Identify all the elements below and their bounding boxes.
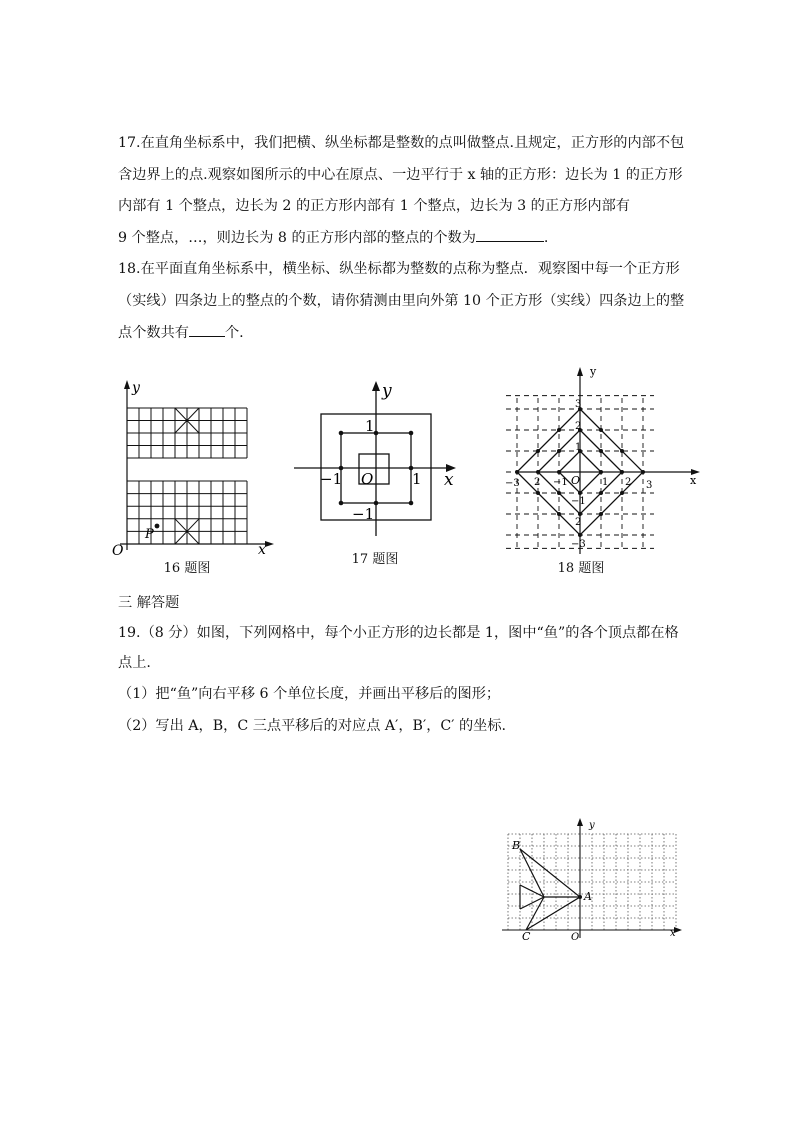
q18-line-1: 18.在平面直角坐标系中，横坐标、纵坐标都为整数的点称为整点．观察图中每一个正方形 (118, 261, 680, 277)
point-c-label: C (522, 930, 531, 942)
fig16-p-label: P (145, 527, 154, 542)
fig16-origin-label: O (112, 543, 124, 558)
q19-line-3: （1）把“鱼”向右平移 6 个单位长度，并画出平移后的图形； (118, 686, 501, 702)
q18-line-3-text: 点个数共有 (118, 325, 189, 341)
fig18-x-tick-6: 3 (646, 480, 653, 491)
fig18-y-tick-5: 2 (575, 517, 582, 528)
fig18-y-tick-4: −1 (571, 496, 586, 507)
fig17-xneg1-label: −1 (320, 470, 343, 488)
fig18-caption: 18 题图 (557, 561, 605, 576)
figure-19 (496, 814, 686, 942)
fig17-x-label: x (444, 470, 454, 490)
fig18-y-tick-1: 3 (575, 399, 582, 410)
fig17-y-label: y (382, 381, 392, 401)
q17-line-1: 17.在直角坐标系中，我们把横、纵坐标都是整数的点叫做整点.且规定，正方形的内部不包 (118, 135, 685, 151)
q17-line-3: 内部有 1 个整点，边长为 2 的正方形内部有 1 个整点，边长为 3 的正方形内部有 (118, 198, 630, 214)
fig18-y-label: y (590, 365, 597, 378)
fig18-y-tick-3: 1 (575, 442, 582, 453)
q18-line-3-end: 个. (224, 325, 244, 341)
fig19-y-label: y (589, 820, 595, 831)
fig18-x-tick-5: 2 (625, 477, 632, 488)
q18-line-3 (118, 318, 688, 350)
fig18-x-tick-4: 1 (602, 477, 609, 488)
fig18-x-tick-3: −1 (553, 477, 568, 488)
fig17-caption: 17 题图 (351, 552, 399, 567)
q17-line-2: 含边界上的点.观察如图所示的中心在原点、一边平行于 x 轴的正方形：边长为 1 的正方形 (118, 167, 683, 183)
point-a-label: A (584, 890, 592, 903)
fig17-x1-label: 1 (412, 470, 422, 488)
fig17-y1-label: 1 (365, 417, 375, 435)
point-p-dot (155, 524, 160, 529)
q19-line-1: 19.（8 分）如图，下列网格中，每个小正方形的边长都是 1，图中“鱼”的各个顶点都在格 (118, 625, 679, 641)
fig18-x-tick-1: −3 (505, 478, 520, 489)
fig17-origin-label: O (361, 470, 374, 488)
fig18-x-label: x (690, 474, 697, 487)
fig18-y-tick-2: 2 (575, 421, 582, 432)
figure-17 (290, 376, 460, 546)
fig16-caption: 16 题图 (163, 561, 211, 576)
q19-line-2: 点上. (118, 655, 151, 671)
q18-answer-blank[interactable] (189, 322, 225, 337)
fig18-x-tick-2: 2 (534, 477, 541, 488)
q19-line-4: （2）写出 A，B，C 三点平移后的对应点 A′，B′，C′ 的坐标. (118, 718, 507, 734)
q17-line-4 (118, 223, 688, 255)
fig19-origin-label: O (571, 932, 580, 942)
fig18-y-tick-6: −3 (571, 539, 586, 550)
fig19-x-label: x (670, 928, 676, 939)
q18-line-2: （实线）四条边上的整点的个数，请你猜测由里向外第 10 个正方形（实线）四条边上的整 (118, 293, 685, 309)
fig17-yneg1-label: −1 (352, 505, 375, 523)
q17-line-4-text: 9 个整点，…，则边长为 8 的正方形内部的整点的个数为 (118, 230, 476, 246)
q17-answer-blank[interactable] (476, 227, 544, 242)
figure-18 (498, 362, 704, 562)
section-3-heading: 三 解答题 (118, 595, 180, 611)
figure-16 (108, 378, 278, 558)
fig18-origin-label: O (571, 474, 581, 487)
fig16-x-label: x (258, 542, 266, 558)
q17-line-4-end: . (543, 230, 549, 246)
point-b-label: B (512, 839, 521, 852)
fig16-y-label: y (132, 380, 140, 396)
